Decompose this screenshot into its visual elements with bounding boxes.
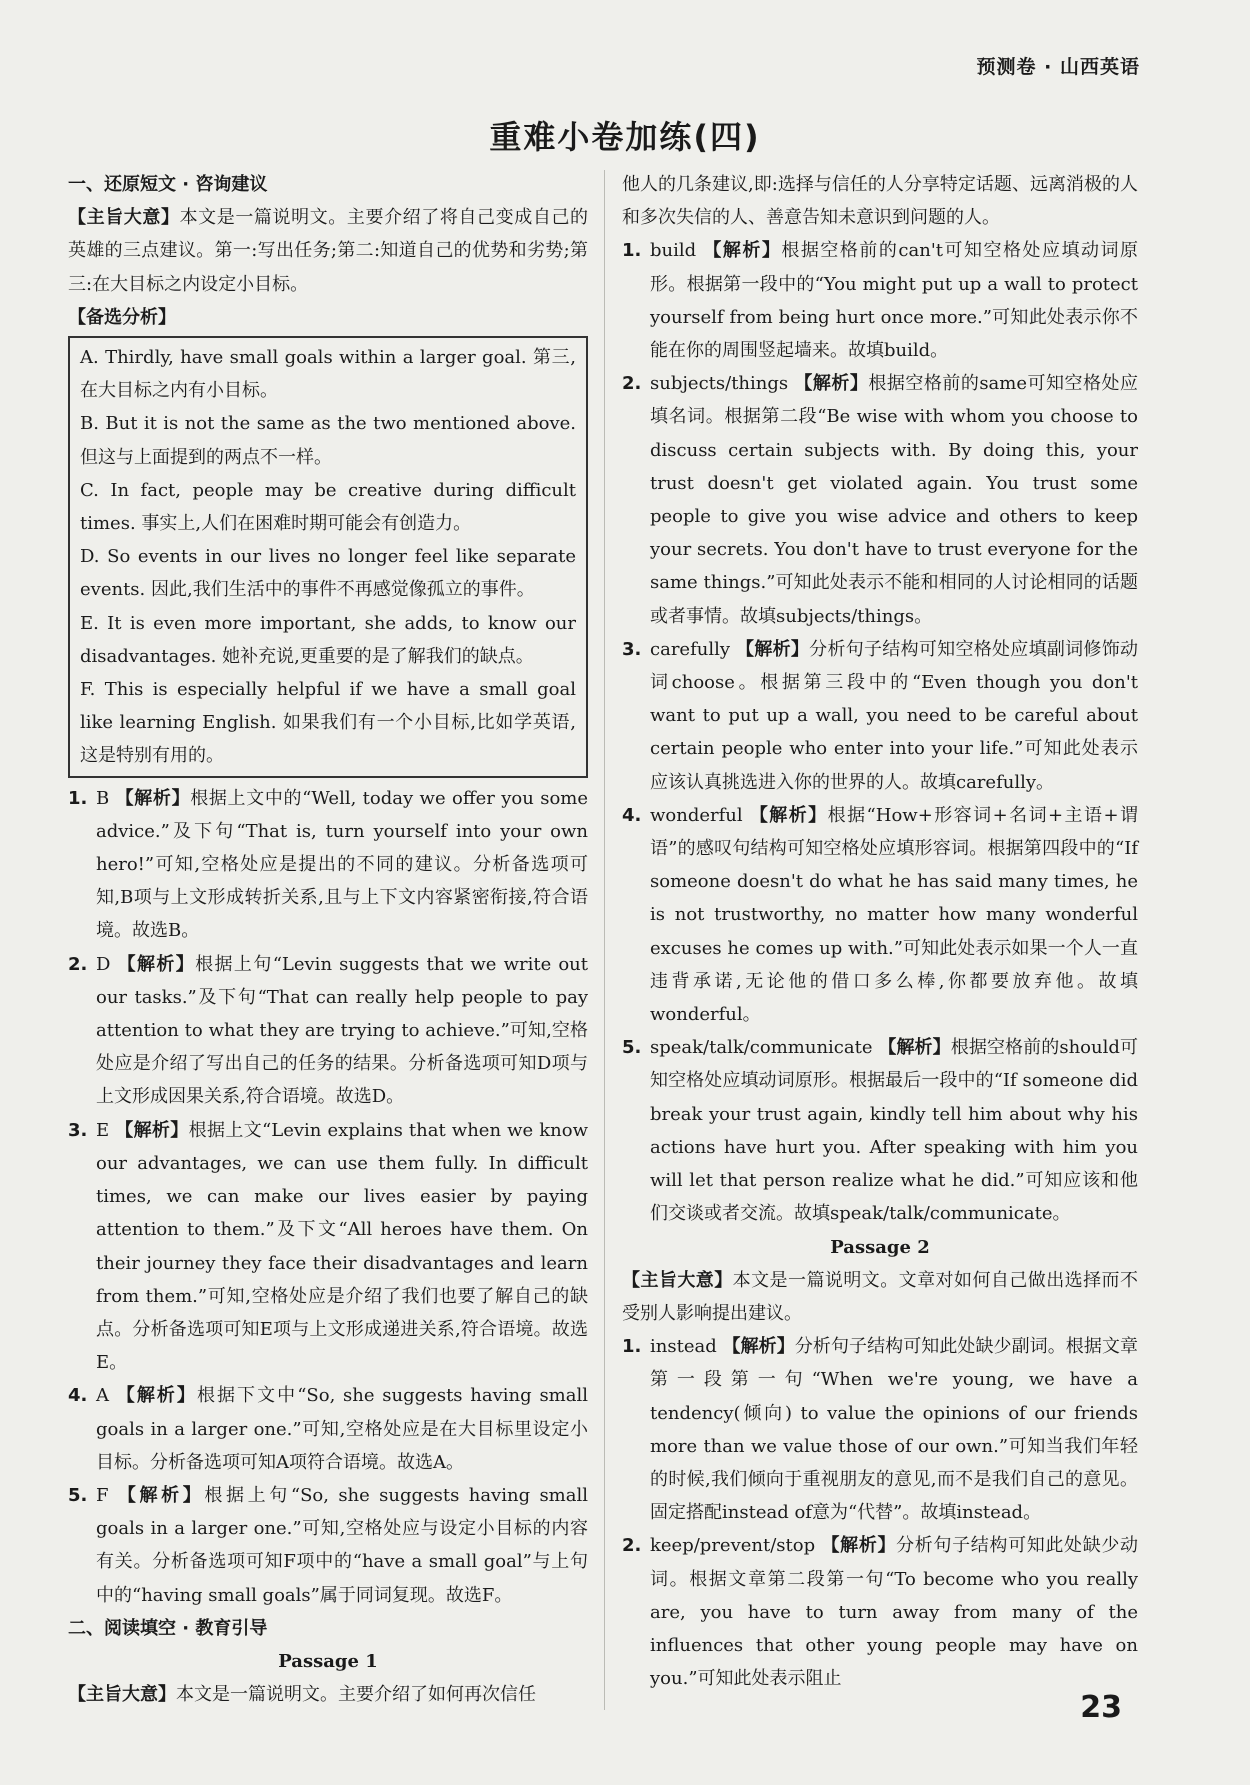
answer-item (622, 367, 1138, 633)
answer-value: carefully (650, 638, 731, 660)
analysis-label: 【解析】 (749, 804, 828, 826)
answer-text: 根据空格前的same可知空格处应填名词。根据第二段“Be wise with whom you choose to discuss certain subjects with. By doing this, your trust doesn't get violated again. You trust some people to give you wise advice and others to keep your secrets. You don't have to trust everyone for the same things.”可知此处表示不能和相同的人讨论相同的话题或者事情。故填subjects/things。 (650, 373, 1138, 627)
answer-item (622, 799, 1138, 1031)
main-idea-text: 本文是一篇说明文。文章对如何自己做出选择而不受别人影响提出建议。 (622, 1269, 1139, 1324)
answer-number: 2. (622, 373, 642, 395)
answer-text: 根据上句“So, she suggests having small goals in a larger one.”可知,空格处应与设定小目标的内容有关。分析备选项可知F项中的“have a small goal”与上句中的“having small goals”属于同词复现。故选F。 (96, 1484, 588, 1606)
analysis-label: 【解析】 (821, 1535, 897, 1557)
answer-item (622, 1330, 1138, 1529)
main-idea-label: 【主旨大意】 (622, 1269, 733, 1291)
answer-item (622, 1031, 1138, 1230)
page-title: 重难小卷加练(四) (489, 118, 761, 156)
option-item: F. This is especially helpful if we have a small goal like learning English. 如果我们有一个小目标,比如学英语,这是特别有用的。 (80, 679, 576, 767)
answer-number: 3. (622, 638, 642, 660)
answer-value: F (96, 1484, 109, 1506)
answer-value: instead (650, 1336, 717, 1358)
section2-title: 二、阅读填空 · 教育引导 (68, 1617, 268, 1639)
answer-value: build (650, 240, 697, 262)
passage1-main-idea (68, 1678, 588, 1711)
answer-value: E (96, 1119, 110, 1141)
analysis-label: 【解析】 (117, 953, 196, 975)
main-idea-text: 本文是一篇说明文。主要介绍了如何再次信任 (176, 1684, 536, 1706)
option-item: E. It is even more important, she adds, to know our disadvantages. 她补充说,更重要的是了解我们的缺点。 (80, 612, 576, 667)
answer-text: 根据上文中的“Well, today we offer you some advice.”及下句“That is, turn yourself into your own hero!”可知,空格处应是提出的不同的建议。分析备选项可知,B项与上文形成转折关系,且与上下文内容紧密衔接,符合语境。故选B。 (96, 787, 589, 942)
answer-value: A (96, 1385, 109, 1407)
answer-item (68, 948, 588, 1114)
answer-text: 根据“How+形容词+名词+主语+谓语”的感叹句结构可知空格处应填形容词。根据第四段中的“If someone doesn't do what he has said many times, he is not trustworthy, no matter how many wonderful excuses he comes up with.”可知此处表示如果一个人一直违背承诺,无论他的借口多么棒,你都要放弃他。故填wonderful。 (650, 804, 1138, 1026)
section1-title: 一、还原短文 · 咨询建议 (68, 174, 268, 195)
answer-number: 5. (68, 1484, 88, 1506)
answer-text: 分析句子结构可知此处缺少动词。根据文章第二段第一句“To become who you really are, you have to turn away from many of the influences that other young people may have on you.”可知此处表示阻止 (650, 1535, 1139, 1690)
analysis-label: 【解析】 (115, 1119, 189, 1141)
answer-text: 根据上文“Levin explains that when we know our advantages, we can use them fully. In difficult times, we can make our lives easier by paying attention to them.”及下文“All heroes have them. On their journey they face their disadvantages and learn from them.”可知,空格处应是介绍了我们也要了解自己的缺点。分析备选项可知E项与上文形成递进关系,符合语境。故选E。 (96, 1119, 588, 1374)
answer-item (68, 782, 588, 948)
answer-number: 2. (68, 953, 88, 975)
page-number: 23 (1080, 1690, 1122, 1725)
analysis-label: 【解析】 (115, 787, 191, 809)
header-tag: 预测卷 · 山西英语 (976, 56, 1140, 78)
option-item: A. Thirdly, have small goals within a larger goal. 第三,在大目标之内有小目标。 (80, 347, 576, 402)
options-box (68, 336, 588, 778)
analysis-label: 【解析】 (736, 638, 810, 660)
main-idea-label: 【主旨大意】 (68, 207, 180, 229)
option-item: B. But it is not the same as the two mentioned above. 但这与上面提到的两点不一样。 (80, 413, 576, 468)
answer-text: 分析句子结构可知空格处应填副词修饰动词choose。根据第三段中的“Even though you don't want to put up a wall, you need to be careful about certain people who enter into your life.”可知此处表示应该认真挑选进入你的世界的人。故填carefully。 (650, 638, 1138, 793)
answer-text: 分析句子结构可知此处缺少副词。根据文章第一段第一句“When we're young, we have a tendency(倾向) to value the opinions of our friends more than we value those of our own.”可知当我们年轻的时候,我们倾向于重视朋友的意见,而不是我们自己的意见。固定搭配instead of意为“代替”。故填instead。 (650, 1336, 1139, 1524)
answer-number: 4. (68, 1385, 88, 1407)
right-column (622, 168, 1138, 1695)
passage1-main-idea-cont: 他人的几条建议,即:选择与信任的人分享特定话题、远离消极的人和多次失信的人、善意告知未意识到问题的人。 (622, 174, 1138, 229)
answer-value: B (96, 787, 110, 809)
passage2-main-idea (622, 1264, 1138, 1330)
answer-item (622, 633, 1138, 799)
answer-value: D (96, 953, 111, 975)
option-item: D. So events in our lives no longer feel like separate events. 因此,我们生活中的事件不再感觉像孤立的事件。 (80, 546, 576, 601)
answer-text: 根据空格前的should可知空格处应填动词原形。根据最后一段中的“If someone did break your trust again, kindly tell him about why his actions have hurt you. After speaking with him you will let that person realize what he did.”可知应该和他们交谈或者交流。故填speak/talk/communicate。 (650, 1037, 1138, 1225)
answer-number: 1. (622, 240, 642, 262)
main-idea (68, 201, 588, 301)
answer-number: 5. (622, 1037, 642, 1059)
answer-number: 1. (68, 787, 88, 809)
analysis-label: 【解析】 (703, 240, 782, 262)
answer-value: wonderful (650, 804, 743, 826)
answer-value: subjects/things (650, 373, 789, 395)
answer-item (622, 1529, 1138, 1695)
answer-value: speak/talk/communicate (650, 1037, 873, 1059)
analysis-label: 【解析】 (794, 373, 869, 395)
answer-value: keep/prevent/stop (650, 1535, 816, 1557)
analysis-label: 【解析】 (722, 1336, 795, 1358)
answer-number: 2. (622, 1535, 642, 1557)
answer-item (68, 1479, 588, 1612)
left-column (68, 168, 588, 1711)
answer-text: 根据空格前的can't可知空格处应填动词原形。根据第一段中的“You might put up a wall to protect yourself from being hurt once more.”可知此处表示你不能在你的周围竖起墙来。故填build。 (650, 240, 1139, 362)
answer-text: 根据下文中“So, she suggests having small goals in a larger one.”可知,空格处应是在大目标里设定小目标。分析备选项可知A项符合语境。故选A。 (96, 1385, 588, 1473)
column-divider (604, 170, 605, 1710)
answer-item (622, 234, 1138, 367)
answer-item (68, 1379, 588, 1479)
answer-number: 3. (68, 1119, 88, 1141)
options-label: 【备选分析】 (68, 306, 176, 328)
passage2-title: Passage 2 (830, 1236, 930, 1258)
analysis-label: 【解析】 (878, 1037, 951, 1059)
passage1-title: Passage 1 (278, 1650, 378, 1672)
analysis-label: 【解析】 (116, 1385, 197, 1407)
answer-number: 1. (622, 1336, 642, 1358)
option-item: C. In fact, people may be creative during difficult times. 事实上,人们在困难时期可能会有创造力。 (80, 479, 576, 535)
main-idea-text: 本文是一篇说明文。主要介绍了将自己变成自己的英雄的三点建议。第一:写出任务;第二:知道自己的优势和劣势;第三:在大目标之内设定小目标。 (68, 207, 589, 295)
answer-number: 4. (622, 804, 642, 826)
main-idea-label: 【主旨大意】 (68, 1684, 176, 1706)
answer-text: 根据上句“Levin suggests that we write out our tasks.”及下句“That can really help people to pay attention to what they are trying to achieve.”可知,空格处应是介绍了写出自己的任务的结果。分析备选项可知D项与上文形成因果关系,符合语境。故选D。 (96, 953, 589, 1108)
answer-item (68, 1114, 588, 1380)
analysis-label: 【解析】 (117, 1484, 205, 1506)
